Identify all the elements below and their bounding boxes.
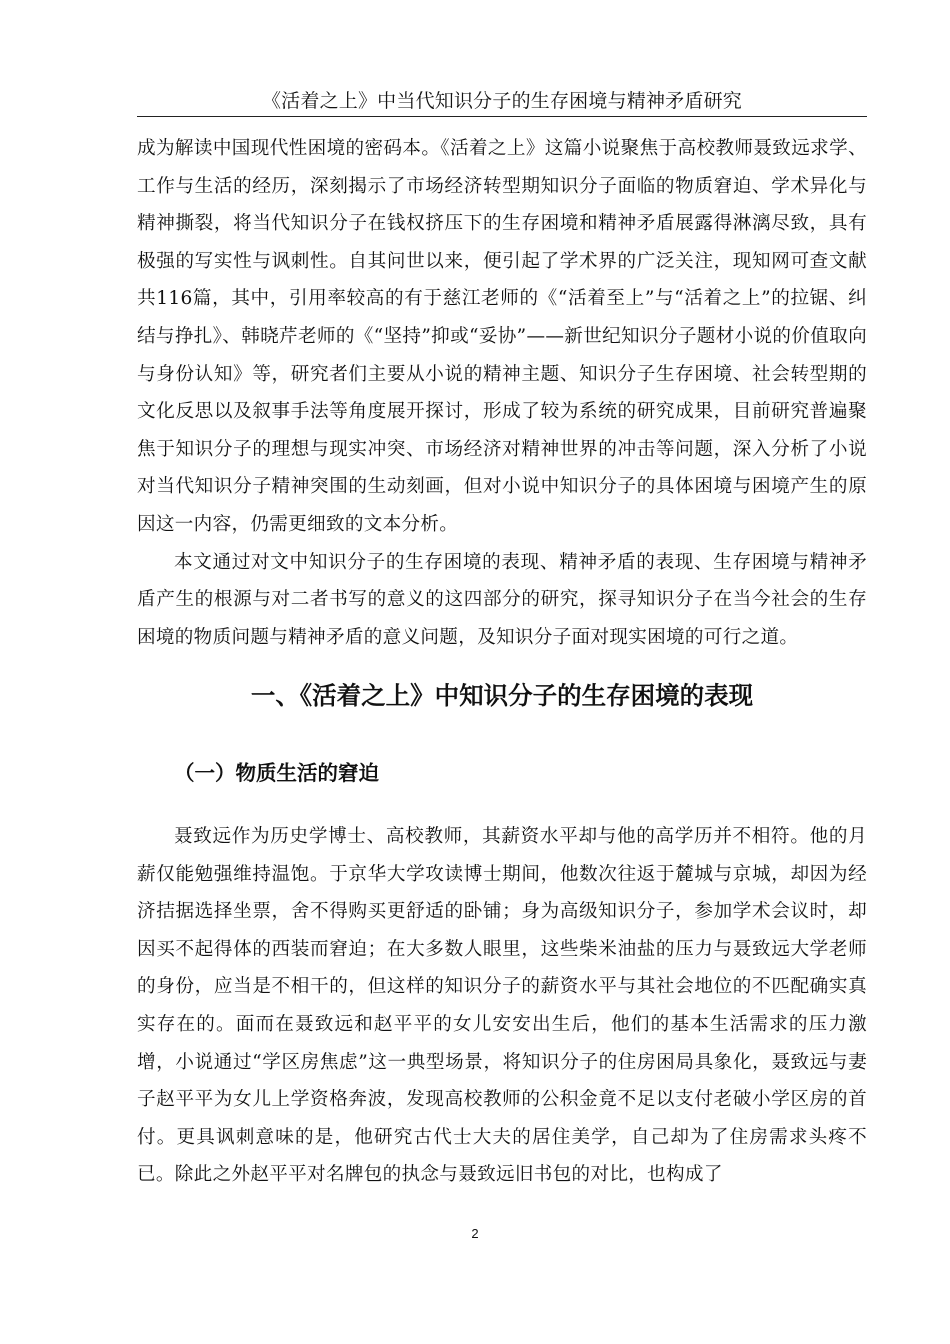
intro-paragraph: 成为解读中国现代性困境的密码本。《活着之上》这篇小说聚焦于高校教师聂致远求学、工作与生活的经历，深刻揭示了市场经济转型期知识分子面临的物质窘迫、学术异化与精神撕裂，将当代知识分子在钱权挤压下的生存困境和精神矛盾展露得淋漓尽致，具有极强的写实性与讽刺性。自其问世以来，便引起了学术界的广泛关注，现知网可查文献共116篇，其中，引用率较高的有于慈江老师的《“活着至上”与“活着之上”的拉锯、纠结与挣扎》、韩晓芹老师的《“坚持”抑或“妥协”——新世纪知识分子题材小说的价值取向与身份认知》等，研究者们主要从小说的精神主题、知识分子生存困境、社会转型期的文化反思以及叙事手法等角度展开探讨，形成了较为系统的研究成果，目前研究普遍聚焦于知识分子的理想与现实冲突、市场经济对精神世界的冲击等问题，深入分析了小说对当代知识分子精神突围的生动刻画，但对小说中知识分子的具体困境与困境产生的原因这一内容，仍需更细致的文本分析。 xyxy=(137,138,867,535)
intro-paragraph: 本文通过对文中知识分子的生存困境的表现、精神矛盾的表现、生存困境与精神矛盾产生的根源与对二者书写的意义的这四部分的研究，探寻知识分子在当今社会的生存困境的物质问题与精神矛盾的意义问题，及知识分子面对现实困境的可行之道。 xyxy=(137,551,867,648)
body-paragraph: 聂致远作为历史学博士、高校教师，其薪资水平却与他的高学历并不相符。他的月薪仅能勉强维持温饱。于京华大学攻读博士期间，他数次往返于麓城与京城，却因为经济拮据选择坐票，舍不得购买更舒适的卧铺；身为高级知识分子，参加学术会议时，却因买不起得体的西装而窘迫；在大多数人眼里，这些柴米油盐的压力与聂致远大学老师的身份，应当是不相干的，但这样的知识分子的薪资水平与其社会地位的不匹配确实真实存在的。面而在聂致远和赵平平的女儿安安出生后，他们的基本生活需求的压力激增，小说通过“学区房焦虑”这一典型场景，将知识分子的住房困局具象化，聂致远与妻子赵平平为女儿上学资格奔波，发现高校教师的公积金竟不足以支付老破小学区房的首付。更具讽刺意味的是，他研究古代士大夫的居住美学，自己却为了住房需求头疼不已。除此之外赵平平对名牌包的执念与聂致远旧书包的对比，也构成了 xyxy=(137,826,867,1186)
section-body xyxy=(137,818,867,1194)
intro-body xyxy=(137,130,867,656)
page-number: 2 xyxy=(471,1226,479,1241)
header-rule xyxy=(137,116,867,117)
running-header: 《活着之上》中当代知识分子的生存困境与精神矛盾研究 xyxy=(261,90,742,112)
section-heading: 一、《活着之上》中知识分子的生存困境的表现 xyxy=(250,681,754,710)
subsection-heading: （一）物质生活的窘迫 xyxy=(174,761,379,785)
